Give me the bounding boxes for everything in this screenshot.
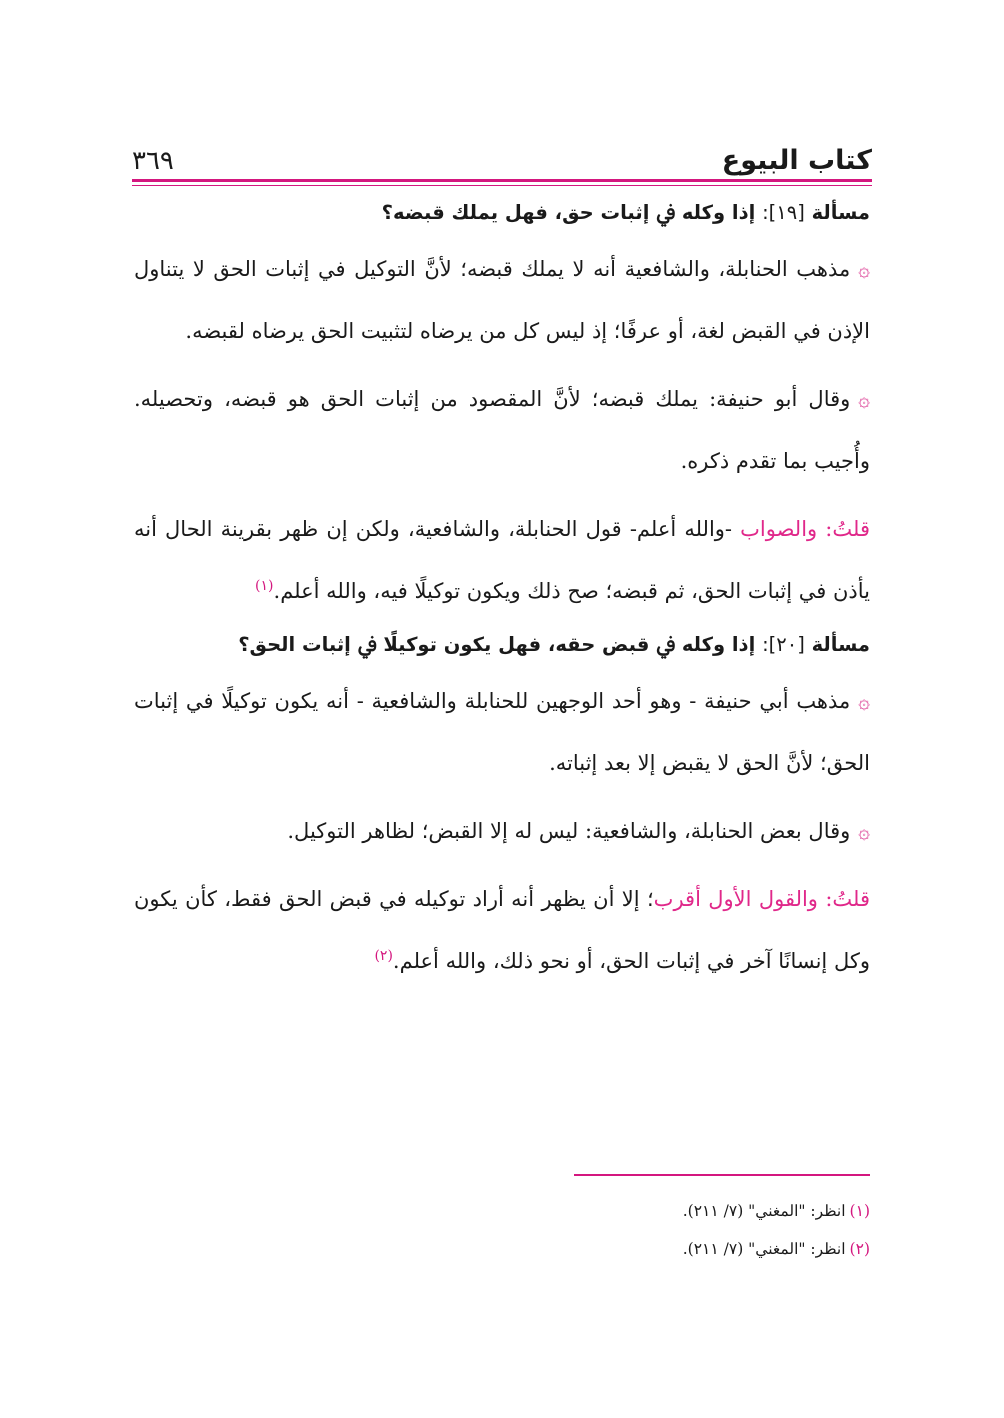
issue-label: مسألة [811, 201, 870, 224]
footnote-ref[interactable]: (٢) [374, 948, 393, 964]
paragraph [134, 670, 870, 794]
footnote-number: (١) [849, 1202, 870, 1220]
footnotes [134, 1192, 870, 1268]
issue-heading-19 [134, 196, 870, 230]
paragraph-text: مذهب أبي حنيفة - وهو أحد الوجهين للحنابلة والشافعية - أنه يكون توكيلًا في إثبات الحق؛ لأنَّ الحق لا يقبض إلا بعد إثباته. [134, 689, 870, 775]
paragraph-text: مذهب الحنابلة، والشافعية أنه لا يملك قبضه؛ لأنَّ التوكيل في إثبات الحق لا يتناول الإذن في القبض لغة، أو عرفًا؛ إذ ليس كل من يرضاه لتثبيت الحق يرضاه لقبضه. [134, 257, 870, 343]
paragraph [134, 800, 870, 862]
footnote-text: انظر: "المغني" (٧/ ٢١١). [682, 1202, 846, 1220]
paragraph [134, 498, 870, 622]
footnote-ref[interactable]: (١) [255, 578, 274, 594]
header-rule-thin [132, 185, 872, 186]
opinion-lead: قلتُ: والصواب [740, 517, 870, 541]
footnote-number: (٢) [849, 1240, 870, 1258]
flower-bullet-icon: ۞ [858, 387, 870, 411]
issue-heading-20 [134, 628, 870, 662]
paragraph-text: ؛ إلا أن يظهر أنه أراد توكيله في قبض الحق فقط، كأن يكون وكل إنسانًا آخر في إثبات الحق، أو نحو ذلك، والله أعلم. [134, 887, 870, 973]
page-number: ٣٦٩ [132, 146, 174, 176]
paragraph-text: وقال بعض الحنابلة، والشافعية: ليس له إلا القبض؛ لظاهر التوكيل. [287, 819, 851, 843]
footnote [134, 1230, 870, 1268]
footnote [134, 1192, 870, 1230]
issue-title: إذا وكله ﰲ قبض حقه، فهل يكون توكيلًا ﰲ إثبات الحق؟ [238, 633, 756, 656]
issue-number: [١٩]: [762, 201, 805, 224]
opinion-lead: قلتُ: والقول الأول أقرب [653, 887, 870, 911]
book-title: كتاب البيوع [721, 145, 872, 176]
paragraph [134, 238, 870, 362]
paragraph-text: -والله أعلم- قول الحنابلة، والشافعية، ولكن إن ظهر بقرينة الحال أنه يأذن في إثبات الحق، ثم قبضه؛ صح ذلك ويكون توكيلًا فيه، والله أعلم. [134, 517, 870, 603]
page-body [134, 196, 870, 998]
flower-bullet-icon: ۞ [858, 689, 870, 713]
footnote-separator [574, 1174, 870, 1176]
issue-title: إذا وكله ﰲ إثبات حق، فهل يملك قبضه؟ [381, 201, 756, 224]
page-header [132, 128, 872, 174]
footnote-text: انظر: "المغني" (٧/ ٢١١). [682, 1240, 846, 1258]
paragraph-text: وقال أبو حنيفة: يملك قبضه؛ لأنَّ المقصود من إثبات الحق هو قبضه، وتحصيله. وأُجيب بما تقدم ذكره. [134, 387, 870, 473]
issue-number: [٢٠]: [762, 633, 805, 656]
paragraph [134, 868, 870, 992]
issue-label: مسألة [811, 633, 870, 656]
paragraph [134, 368, 870, 492]
flower-bullet-icon: ۞ [858, 819, 870, 843]
header-rule-thick [132, 179, 872, 182]
flower-bullet-icon: ۞ [858, 257, 870, 281]
